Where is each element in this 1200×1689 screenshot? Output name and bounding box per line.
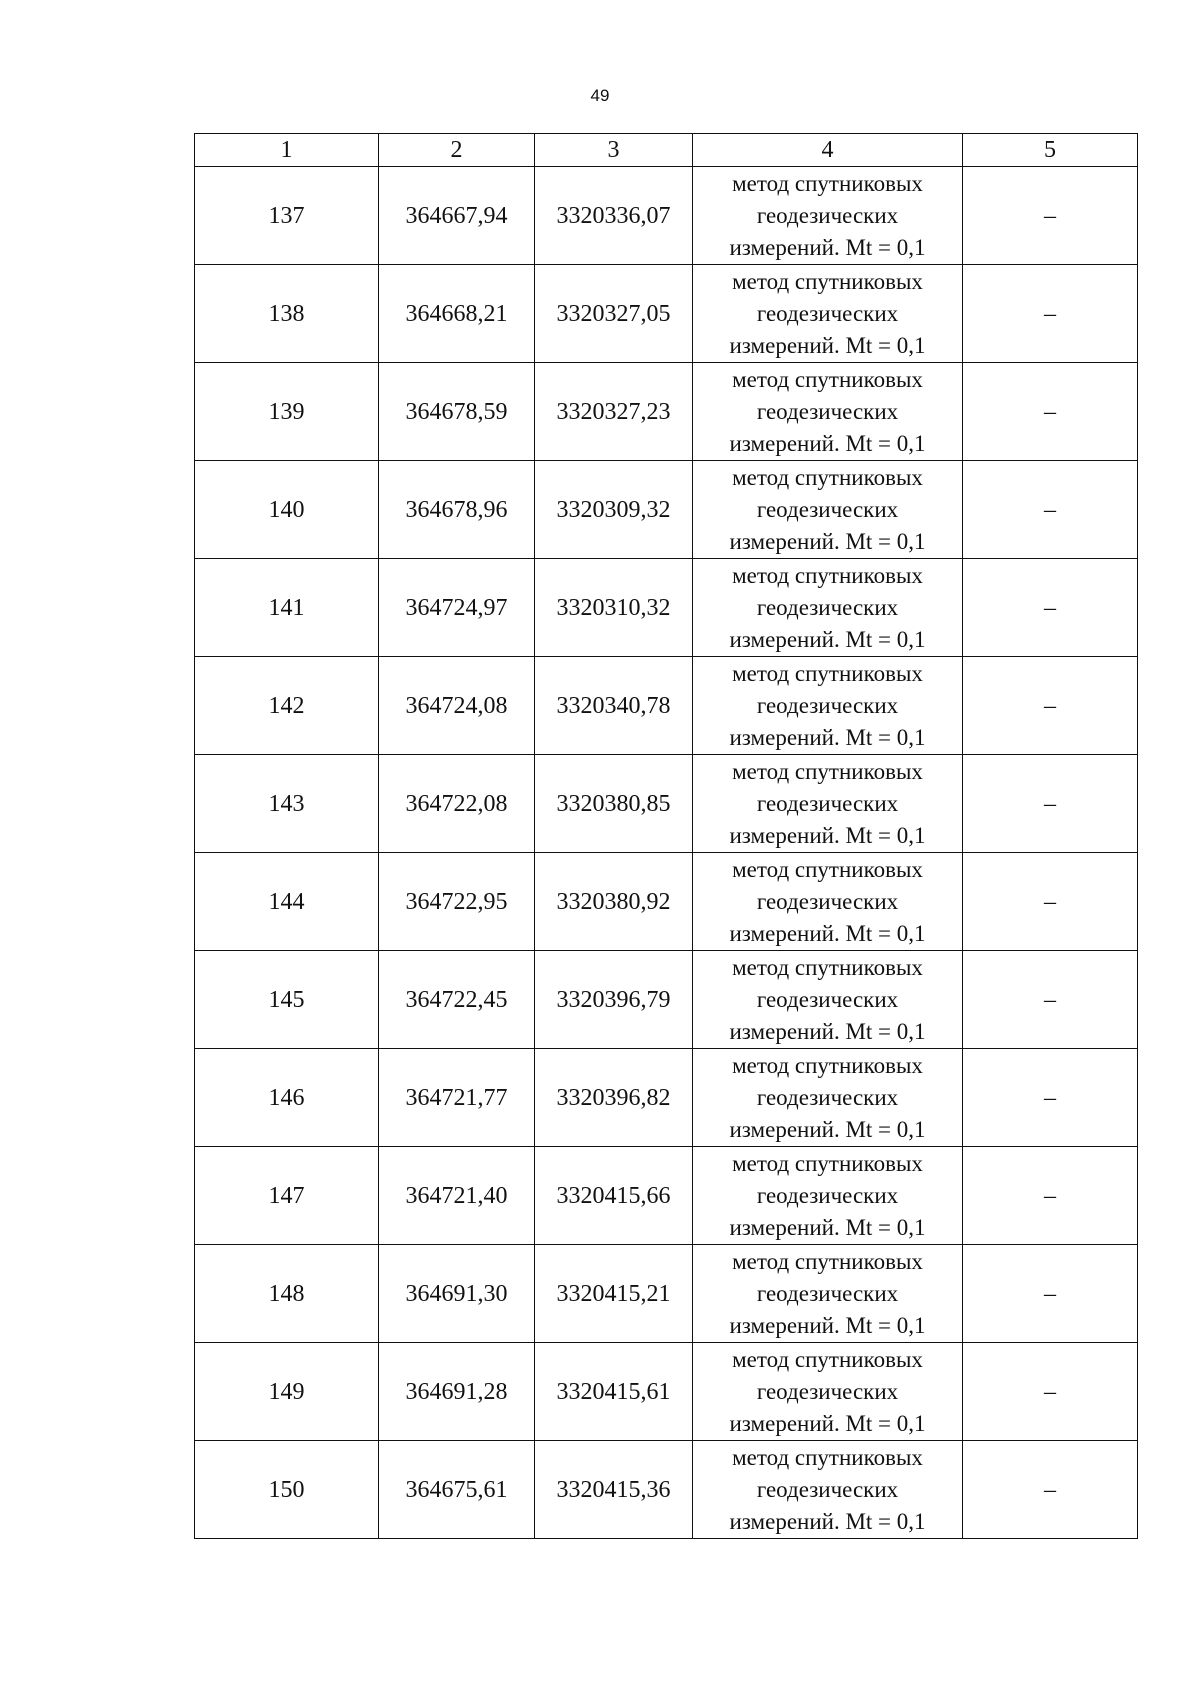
method-cell [693, 167, 963, 265]
method-line: метод спутниковых [732, 954, 923, 980]
method-cell [693, 755, 963, 853]
method-line: измерений. Mt = 0,1 [729, 528, 926, 554]
table-row [195, 755, 1138, 853]
x-coordinate-cell: 364668,21 [379, 265, 535, 363]
method-line: измерений. Mt = 0,1 [729, 626, 926, 652]
method-cell [693, 265, 963, 363]
method-line: метод спутниковых [732, 856, 923, 882]
method-line: измерений. Mt = 0,1 [729, 920, 926, 946]
x-coordinate-cell: 364722,45 [379, 951, 535, 1049]
table-row [195, 951, 1138, 1049]
x-coordinate-cell: 364691,28 [379, 1343, 535, 1441]
column-header-2: 2 [379, 134, 535, 167]
y-coordinate-cell: 3320327,23 [535, 363, 693, 461]
description-cell: – [963, 1245, 1138, 1343]
method-line: метод спутниковых [732, 758, 923, 784]
x-coordinate-cell: 364721,77 [379, 1049, 535, 1147]
y-coordinate-cell: 3320396,79 [535, 951, 693, 1049]
method-line: измерений. Mt = 0,1 [729, 1508, 926, 1534]
method-cell [693, 363, 963, 461]
method-line: измерений. Mt = 0,1 [729, 1116, 926, 1142]
method-line: измерений. Mt = 0,1 [729, 430, 926, 456]
description-cell: – [963, 951, 1138, 1049]
y-coordinate-cell: 3320415,21 [535, 1245, 693, 1343]
table-row [195, 1147, 1138, 1245]
point-number-cell: 145 [195, 951, 379, 1049]
x-coordinate-cell: 364722,95 [379, 853, 535, 951]
table-row [195, 1343, 1138, 1441]
method-line: геодезических [756, 1084, 899, 1110]
y-coordinate-cell: 3320415,66 [535, 1147, 693, 1245]
method-line: геодезических [756, 300, 899, 326]
method-line: измерений. Mt = 0,1 [729, 1312, 926, 1338]
y-coordinate-cell: 3320336,07 [535, 167, 693, 265]
point-number-cell: 146 [195, 1049, 379, 1147]
method-cell [693, 461, 963, 559]
column-header-3: 3 [535, 134, 693, 167]
method-line: измерений. Mt = 0,1 [729, 234, 926, 260]
description-cell: – [963, 657, 1138, 755]
point-number-cell: 150 [195, 1441, 379, 1539]
y-coordinate-cell: 3320340,78 [535, 657, 693, 755]
coordinates-table [194, 133, 1138, 1539]
description-cell: – [963, 1441, 1138, 1539]
method-line: измерений. Mt = 0,1 [729, 1214, 926, 1240]
method-cell [693, 951, 963, 1049]
method-line: геодезических [756, 1378, 899, 1404]
y-coordinate-cell: 3320327,05 [535, 265, 693, 363]
column-header-1: 1 [195, 134, 379, 167]
table-row [195, 265, 1138, 363]
point-number-cell: 148 [195, 1245, 379, 1343]
page-number: 49 [590, 86, 610, 105]
method-line: измерений. Mt = 0,1 [729, 724, 926, 750]
point-number-cell: 147 [195, 1147, 379, 1245]
description-cell: – [963, 265, 1138, 363]
x-coordinate-cell: 364678,96 [379, 461, 535, 559]
header-row [195, 134, 1138, 167]
method-cell [693, 1343, 963, 1441]
point-number-cell: 141 [195, 559, 379, 657]
table-row [195, 1049, 1138, 1147]
x-coordinate-cell: 364675,61 [379, 1441, 535, 1539]
x-coordinate-cell: 364724,97 [379, 559, 535, 657]
x-coordinate-cell: 364721,40 [379, 1147, 535, 1245]
point-number-cell: 140 [195, 461, 379, 559]
method-line: измерений. Mt = 0,1 [729, 822, 926, 848]
table-row [195, 1441, 1138, 1539]
table-row [195, 363, 1138, 461]
method-cell [693, 1441, 963, 1539]
method-line: метод спутниковых [732, 268, 923, 294]
table-row [195, 853, 1138, 951]
table-body [195, 167, 1138, 1539]
description-cell: – [963, 1049, 1138, 1147]
x-coordinate-cell: 364678,59 [379, 363, 535, 461]
description-cell: – [963, 1343, 1138, 1441]
point-number-cell: 142 [195, 657, 379, 755]
description-cell: – [963, 167, 1138, 265]
method-line: метод спутниковых [732, 1150, 923, 1176]
method-line: метод спутниковых [732, 170, 923, 196]
point-number-cell: 138 [195, 265, 379, 363]
method-line: геодезических [756, 692, 899, 718]
method-line: геодезических [756, 496, 899, 522]
method-line: геодезических [756, 1182, 899, 1208]
y-coordinate-cell: 3320380,85 [535, 755, 693, 853]
method-line: геодезических [756, 986, 899, 1012]
point-number-cell: 144 [195, 853, 379, 951]
method-cell [693, 1147, 963, 1245]
y-coordinate-cell: 3320415,61 [535, 1343, 693, 1441]
method-line: метод спутниковых [732, 1248, 923, 1274]
description-cell: – [963, 559, 1138, 657]
table-row [195, 559, 1138, 657]
description-cell: – [963, 755, 1138, 853]
column-header-5: 5 [963, 134, 1138, 167]
method-line: метод спутниковых [732, 1444, 923, 1470]
point-number-cell: 149 [195, 1343, 379, 1441]
y-coordinate-cell: 3320396,82 [535, 1049, 693, 1147]
method-line: метод спутниковых [732, 464, 923, 490]
table-header [195, 134, 1138, 167]
method-line: метод спутниковых [732, 660, 923, 686]
method-cell [693, 1245, 963, 1343]
method-line: метод спутниковых [732, 1052, 923, 1078]
method-cell [693, 853, 963, 951]
method-line: измерений. Mt = 0,1 [729, 332, 926, 358]
x-coordinate-cell: 364667,94 [379, 167, 535, 265]
method-line: геодезических [756, 790, 899, 816]
method-line: геодезических [756, 1280, 899, 1306]
point-number-cell: 143 [195, 755, 379, 853]
table-row [195, 461, 1138, 559]
description-cell: – [963, 461, 1138, 559]
description-cell: – [963, 363, 1138, 461]
y-coordinate-cell: 3320310,32 [535, 559, 693, 657]
point-number-cell: 137 [195, 167, 379, 265]
method-cell [693, 1049, 963, 1147]
x-coordinate-cell: 364691,30 [379, 1245, 535, 1343]
y-coordinate-cell: 3320309,32 [535, 461, 693, 559]
x-coordinate-cell: 364724,08 [379, 657, 535, 755]
method-line: геодезических [756, 202, 899, 228]
y-coordinate-cell: 3320380,92 [535, 853, 693, 951]
point-number-cell: 139 [195, 363, 379, 461]
method-line: геодезических [756, 888, 899, 914]
x-coordinate-cell: 364722,08 [379, 755, 535, 853]
method-line: измерений. Mt = 0,1 [729, 1018, 926, 1044]
method-line: геодезических [756, 398, 899, 424]
method-line: метод спутниковых [732, 366, 923, 392]
method-line: метод спутниковых [732, 1346, 923, 1372]
method-line: измерений. Mt = 0,1 [729, 1410, 926, 1436]
column-header-4: 4 [693, 134, 963, 167]
method-line: геодезических [756, 1476, 899, 1502]
y-coordinate-cell: 3320415,36 [535, 1441, 693, 1539]
description-cell: – [963, 1147, 1138, 1245]
method-line: метод спутниковых [732, 562, 923, 588]
description-cell: – [963, 853, 1138, 951]
table-row [195, 657, 1138, 755]
method-cell [693, 559, 963, 657]
method-line: геодезических [756, 594, 899, 620]
method-cell [693, 657, 963, 755]
table-row [195, 1245, 1138, 1343]
table-row [195, 167, 1138, 265]
